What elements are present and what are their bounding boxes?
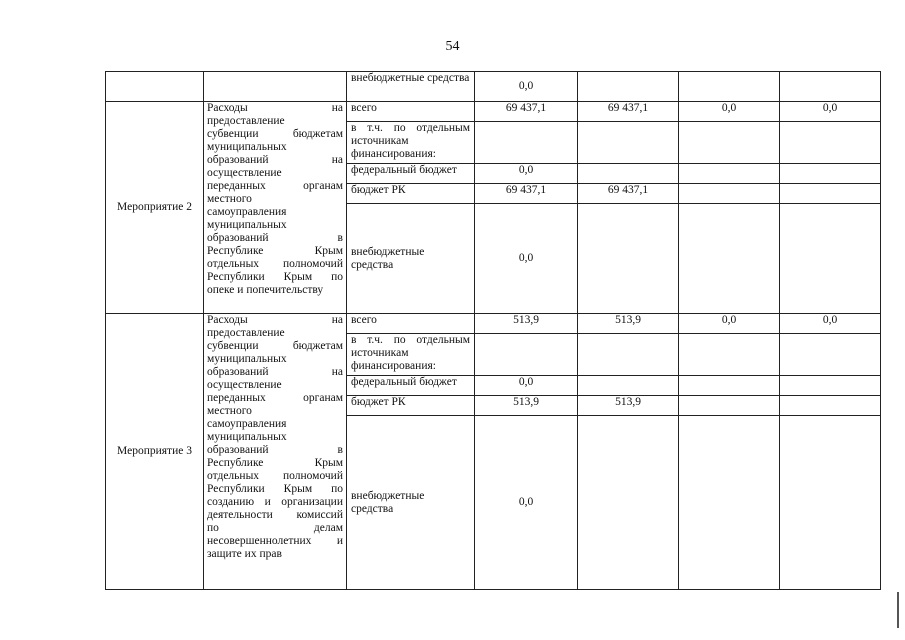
- value-cell: [578, 416, 679, 590]
- value-cell: 0,0: [679, 314, 780, 334]
- event-description: Расходы на предоставление субвенции бюджетам муниципальных образований на осуществление переданных органам местного самоуправления муниципальных образований в Республике Крым отдельных полномочий Республики Крым по опеке и попечительству: [204, 102, 347, 314]
- value-cell: [578, 164, 679, 184]
- value-cell: [780, 204, 881, 314]
- source-cell: в т.ч. по отдельным источникам финансирования:: [347, 122, 475, 164]
- page-number: 54: [445, 39, 460, 54]
- source-cell: бюджет РК: [347, 184, 475, 204]
- source-cell: всего: [347, 314, 475, 334]
- value-cell: [578, 122, 679, 164]
- source-cell: федеральный бюджет: [347, 164, 475, 184]
- value-cell: 69 437,1: [578, 184, 679, 204]
- source-cell: всего: [347, 102, 475, 122]
- value-cell: [679, 334, 780, 376]
- value-cell: [679, 72, 780, 102]
- value-cell: 513,9: [578, 314, 679, 334]
- value-cell: 0,0: [780, 314, 881, 334]
- value-cell: 0,0: [475, 204, 578, 314]
- source-cell: внебюджетные средства: [347, 416, 475, 590]
- description-cell: [204, 72, 347, 102]
- value-cell: [679, 164, 780, 184]
- value-cell: [780, 416, 881, 590]
- value-cell: 0,0: [475, 164, 578, 184]
- value-cell: 0,0: [475, 72, 578, 102]
- value-cell: [780, 184, 881, 204]
- value-cell: [578, 376, 679, 396]
- value-cell: [780, 334, 881, 376]
- value-cell: [780, 72, 881, 102]
- value-cell: 0,0: [475, 416, 578, 590]
- value-cell: [679, 376, 780, 396]
- value-cell: 69 437,1: [475, 184, 578, 204]
- value-cell: 0,0: [475, 376, 578, 396]
- value-cell: [780, 376, 881, 396]
- value-cell: 513,9: [475, 396, 578, 416]
- event-cell: [106, 72, 204, 102]
- value-cell: [780, 122, 881, 164]
- value-cell: [475, 334, 578, 376]
- table-row: [106, 314, 881, 334]
- source-cell: федеральный бюджет: [347, 376, 475, 396]
- value-cell: [578, 204, 679, 314]
- value-cell: 69 437,1: [578, 102, 679, 122]
- value-cell: 0,0: [780, 102, 881, 122]
- table-row: [106, 102, 881, 122]
- event-description: Расходы на предоставление субвенции бюджетам муниципальных образований на осуществление переданных органам местного самоуправления муниципальных образований в Республике Крым отдельных полномочий Республики Крым по созданию и организации деятельности комиссий по делам несовершеннолетних и защите их прав: [204, 314, 347, 590]
- source-cell: в т.ч. по отдельным источникам финансирования:: [347, 334, 475, 376]
- value-cell: [679, 396, 780, 416]
- scan-edge-mark: [897, 592, 899, 628]
- value-cell: [679, 204, 780, 314]
- value-cell: [780, 396, 881, 416]
- value-cell: [679, 184, 780, 204]
- value-cell: 69 437,1: [475, 102, 578, 122]
- value-cell: [578, 334, 679, 376]
- value-cell: [679, 416, 780, 590]
- budget-table: [105, 71, 881, 590]
- value-cell: 513,9: [475, 314, 578, 334]
- source-cell: внебюджетные средства: [347, 204, 475, 314]
- value-cell: [578, 72, 679, 102]
- value-cell: [475, 122, 578, 164]
- event-name: Мероприятие 2: [106, 102, 204, 314]
- event-name: Мероприятие 3: [106, 314, 204, 590]
- value-cell: [780, 164, 881, 184]
- value-cell: 513,9: [578, 396, 679, 416]
- source-cell: внебюджетные средства: [347, 72, 475, 102]
- table-row: [106, 72, 881, 102]
- value-cell: 0,0: [679, 102, 780, 122]
- value-cell: [679, 122, 780, 164]
- source-cell: бюджет РК: [347, 396, 475, 416]
